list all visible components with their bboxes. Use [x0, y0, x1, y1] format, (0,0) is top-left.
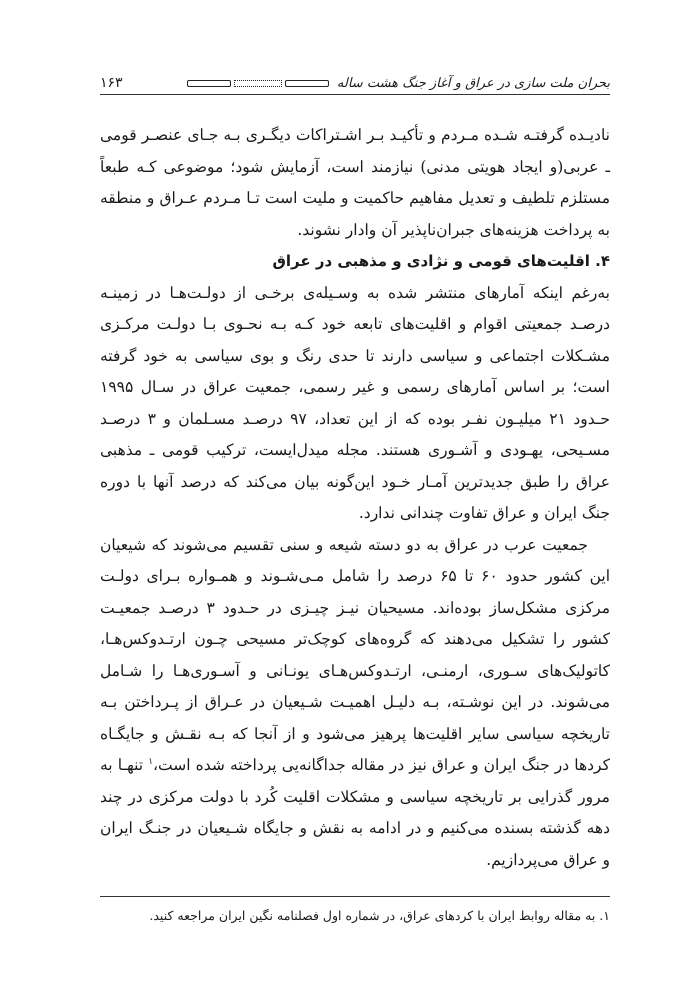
- ornament-bar-right: [285, 80, 329, 87]
- intro-paragraph: نادیـده گرفتـه شـده مـردم و تأکیـد بـر اشـتراکات دیگـری بـه جـای عنصـر قومی ـ عربی(و ایجاد هویتی مدنی) نیازمند است، آزمایش شود؛ موضوعی کـه طبعاً مستلزم تلطیف و تعدیل مفاهیم حاکمیت و ملیت است تـا مـردم عـراق و منطقه به پرداخت هزینه‌های جبران‌ناپذیر آن وادار نشوند.: [100, 126, 610, 239]
- ornament-dots: [234, 80, 282, 87]
- section-heading: ۴. اقلیت‌های قومی و نژادی و مذهبی در عراق: [272, 252, 610, 270]
- ornament-bar-left: [187, 80, 231, 87]
- footnote-divider: [100, 896, 610, 897]
- body-text: [100, 120, 610, 876]
- footnote-marker: ۱: [148, 756, 154, 767]
- section-paragraph-1: به‌رغم اینکه آمارهای منتشر شده به وسـیله‌ی برخـی از دولـت‌هـا در زمینـه درصـد جمعیتی اقوام و اقلیت‌های تابعه خود کـه بـه نحـوی بـا دولـت مرکـزی مشـکلات اجتماعی و سیاسی دارند تا حدی رنگ و بوی سیاسی به خود گرفته است؛ بر اساس آمارهای رسمی و غیر رسمی، جمعیت عراق در سـال ۱۹۹۵ حـدود ۲۱ میلیـون نفـر بوده که از این تعداد، ۹۷ درصـد مسـلمان و ۳ درصـد مسـیحی، یهـودی و آشـوری هستند. مجله میدل‌ایست، ترکیب قومی ـ مذهبی عراق را طبق جدیدترین آمـار خـود این‌گونه بیان می‌کند که درصد آنها با دوره جنگ ایران و عراق تفاوت چندانی ندارد.: [100, 283, 610, 522]
- page-number: ۱۶۳: [100, 75, 123, 91]
- paragraph-2-part-a: جمعیت عرب در عراق به دو دسته شیعه و سنی تقسیم می‌شوند که شیعیان این کشور حدود ۶۰ تا ۶۵ درصد را شامل مـی‌شـوند و همـواره بـرای دولـت مرکزی مشکل‌ساز بوده‌اند. مسیحیان نیـز چیـزی در حـدود ۳ درصـد جمعیـت کشور را تشکیل می‌دهند که گروه‌های کوچک‌تر مسیحی چـون ارتـدوکس‌هـا، کاتولیک‌های سـوری، ارمنـی، ارتـدوکس‌هـای یونـانی و آسـوری‌هـا را شـامل می‌شوند. در این نوشـته، بـه دلیـل اهمیـت شـیعیان در عـراق از پـرداختن بـه تاریخچه سیاسی سایر اقلیت‌ها پرهیز می‌شود و از آنجا که بـه نقـش و جایگـاه کردها در جنگ ایران و عراق نیز در مقاله جداگانه‌یی پرداخته شده است،: [100, 535, 610, 774]
- footnote: ۱. به مقاله روابط ایران با کردهای عراق، در شماره اول فصلنامه نگین ایران مراجعه کنید.: [149, 908, 610, 923]
- running-title: بحران ملت سازی در عراق و آغاز جنگ هشت ساله: [336, 76, 610, 91]
- section-paragraph-2: [100, 530, 610, 877]
- paragraph-2-part-b: تنهـا به مرور گذرایی بر تاریخچه سیاسی و مشکلات اقلیت کُرد با دولت مرکزی در چند دهه گذشته بسنده می‌کنیم و در ادامه به نقش و جایگاه شـیعیان در جنـگ ایران و عراق می‌پردازیم.: [100, 756, 610, 869]
- header-ornament: [187, 80, 329, 94]
- running-header: [100, 66, 610, 95]
